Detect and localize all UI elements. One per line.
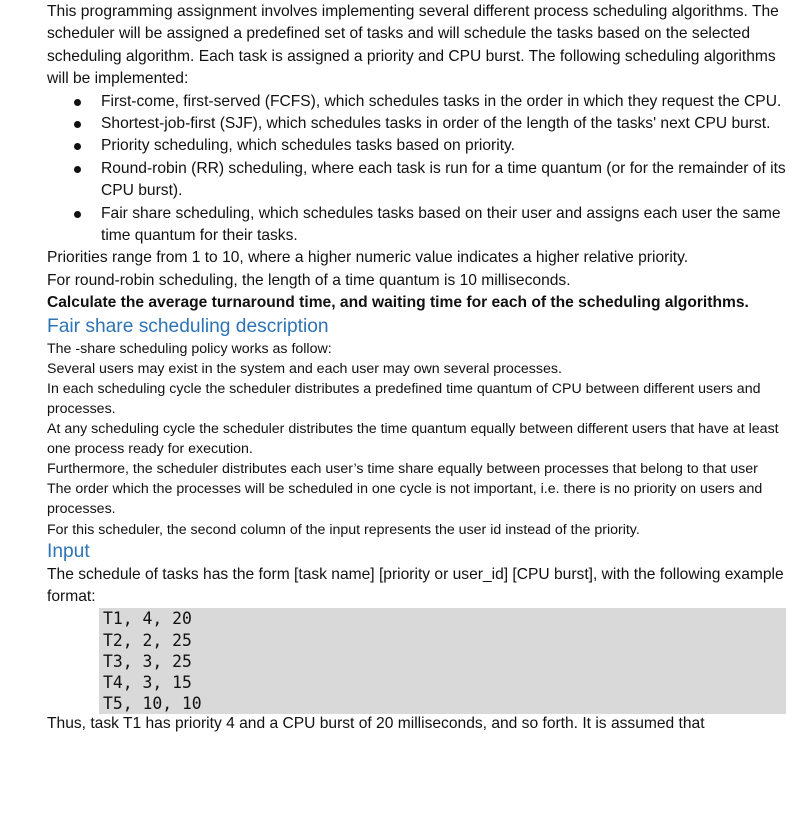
trailing-text: Thus, task T1 has priority 4 and a CPU burst of 20 milliseconds, and so forth. It is assumed that	[47, 714, 705, 732]
list-item	[47, 91, 787, 113]
algorithm-rr: Round-robin (RR) scheduling, where each task is run for a time quantum (or for the remainder of its CPU burst).	[101, 159, 786, 200]
bullet-icon	[74, 211, 81, 218]
code-line: T3, 3, 25	[103, 651, 192, 671]
intro-paragraph: This programming assignment involves implementing several different process scheduling algorithms. The scheduler will be assigned a predefined set of tasks and will schedule the tasks based on the selected scheduling algorithm. Each task is assigned a priority and CPU burst. The following scheduling algorithms will be implemented:	[47, 3, 779, 88]
algorithm-fcfs: First-come, first-served (FCFS), which schedules tasks in the order in which they request the CPU.	[101, 92, 782, 110]
fair-share-line: The -share scheduling policy works as follow:	[47, 340, 332, 357]
algorithm-list	[47, 91, 787, 248]
algorithm-sjf: Shortest-job-first (SJF), which schedules tasks in order of the length of the tasks' next CPU burst.	[101, 115, 771, 133]
input-description: The schedule of tasks has the form [task name] [priority or user_id] [CPU burst], with the following example format:	[47, 565, 784, 606]
bullet-icon	[74, 143, 81, 150]
example-input-code-block	[99, 608, 786, 713]
bold-instruction: Calculate the average turnaround time, and waiting time for each of the scheduling algorithms.	[47, 294, 749, 312]
algorithm-priority: Priority scheduling, which schedules tasks based on priority.	[101, 137, 516, 155]
priorities-line: Priorities range from 1 to 10, where a higher numeric value indicates a higher relative priority.	[47, 249, 689, 267]
fair-share-line: For this scheduler, the second column of the input represents the user id instead of the priority.	[47, 521, 640, 538]
code-line: T1, 4, 20	[103, 609, 192, 629]
algorithm-fair-share: Fair share scheduling, which schedules tasks based on their user and assigns each user the same time quantum for their tasks.	[101, 204, 781, 245]
bullet-icon	[74, 121, 81, 128]
list-item	[47, 158, 787, 203]
bullet-icon	[74, 166, 81, 173]
code-line: T2, 2, 25	[103, 630, 192, 650]
fair-share-line: Furthermore, the scheduler distributes each user’s time share equally between processes that belong to that user	[47, 461, 758, 478]
code-line: T4, 3, 15	[103, 672, 192, 692]
list-item	[47, 135, 787, 157]
fair-share-line: Several users may exist in the system and each user may own several processes.	[47, 360, 562, 377]
fair-share-line: The order which the processes will be scheduled in one cycle is not important, i.e. there is no priority on users and processes.	[47, 481, 763, 518]
fair-share-line: In each scheduling cycle the scheduler distributes a predefined time quantum of CPU between different users and processes.	[47, 380, 761, 417]
list-item	[47, 203, 787, 248]
input-heading: Input	[47, 540, 90, 562]
fair-share-description	[47, 339, 787, 540]
code-line: T5, 10, 10	[103, 693, 202, 713]
fair-share-heading: Fair share scheduling description	[47, 315, 329, 337]
document-page	[47, 0, 787, 734]
bullet-icon	[74, 99, 81, 106]
list-item	[47, 113, 787, 135]
quantum-line: For round-robin scheduling, the length of a time quantum is 10 milliseconds.	[47, 271, 571, 289]
fair-share-line: At any scheduling cycle the scheduler distributes the time quantum equally between different users that have at least one process ready for execution.	[47, 421, 779, 458]
